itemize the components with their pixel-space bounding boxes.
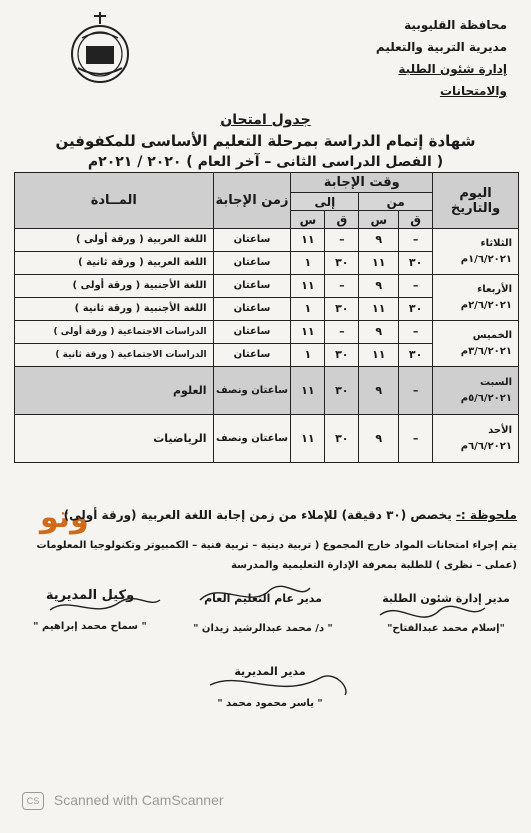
subject: الرياضيات (15, 415, 214, 463)
header-from-hour: س (359, 211, 399, 229)
signature-role: مدير المديرية (234, 665, 306, 678)
day-name: الثلاثاء (480, 237, 512, 249)
signature-name: " ياسر محمود محمد " (217, 698, 323, 709)
duration: ساعتان (213, 298, 291, 321)
duration: ساعتان (213, 275, 291, 298)
note-line-2: يتم إجراء امتحانات المواد خارج المجموع ( تربية دينية – تربية فنية – الكمبيوتر وتكنولوجيا المعلومات (36, 540, 517, 551)
duration: ساعتان ونصف (213, 367, 291, 415)
governorate-name: محافظة القليوبية (404, 18, 507, 32)
subject: الدراسات الاجتماعية ( ورقة ثانية ) (15, 344, 214, 367)
from-minute: ٣٠ (399, 298, 433, 321)
duration: ساعتان ونصف (213, 415, 291, 463)
title-line-1: جدول امتحان (220, 112, 311, 128)
header-from-min: ق (399, 211, 433, 229)
to-hour: ١١ (291, 415, 325, 463)
from-minute: – (399, 229, 433, 252)
to-minute: ٣٠ (325, 298, 359, 321)
signature-name: " سماح محمد إبراهيم " (33, 621, 147, 632)
from-hour: ١١ (359, 344, 399, 367)
directorate-name: مديرية التربية والتعليم (375, 40, 507, 54)
to-hour: ١ (291, 298, 325, 321)
day-date: ٦/٦/٢٠٢١م (460, 440, 512, 452)
header-day-date: اليوم والتاريخ (433, 173, 519, 229)
day-date: ٥/٦/٢٠٢١م (460, 392, 512, 404)
header-to: إلى (291, 193, 359, 211)
to-hour: ١ (291, 344, 325, 367)
from-hour: ٩ (359, 275, 399, 298)
from-minute: ٣٠ (399, 344, 433, 367)
site-watermark: وتو (40, 500, 89, 535)
subject: اللغة الأجنبية ( ورقة أولى ) (15, 275, 214, 298)
day-name: الأربعاء (477, 283, 512, 295)
ministry-logo-icon (38, 10, 158, 90)
day-date: ١/٦/٢٠٢١م (460, 253, 512, 265)
subject: اللغة العربية ( ورقة أولى ) (15, 229, 214, 252)
header-to-hour: س (291, 211, 325, 229)
note-dictation: يخصص (٣٠ دقيقة) للإملاء من زمن إجابة اللغة العربية (ورقة أولى) (63, 508, 452, 522)
from-hour: ٩ (359, 367, 399, 415)
from-minute: – (399, 367, 433, 415)
from-hour: ١١ (359, 298, 399, 321)
duration: ساعتان (213, 321, 291, 344)
from-hour: ٩ (359, 229, 399, 252)
day-cell (433, 229, 519, 275)
to-minute: ٣٠ (325, 252, 359, 275)
signature-name: "إسلام محمد عبدالفتاح" (387, 623, 505, 634)
from-minute: ٣٠ (399, 252, 433, 275)
header-from: من (359, 193, 433, 211)
day-date: ٢/٦/٢٠٢١م (460, 299, 512, 311)
to-minute: – (325, 275, 359, 298)
to-hour: ١١ (291, 275, 325, 298)
subject: الدراسات الاجتماعية ( ورقة أولى ) (15, 321, 214, 344)
from-minute: – (399, 275, 433, 298)
duration: ساعتان (213, 344, 291, 367)
to-hour: ١١ (291, 367, 325, 415)
note-label: ملحوظة :- (455, 508, 517, 522)
signature-role: وكيل المديرية (45, 588, 135, 603)
from-hour: ٩ (359, 321, 399, 344)
from-hour: ٩ (359, 415, 399, 463)
day-cell (433, 367, 519, 415)
document-title (0, 110, 531, 173)
note-line-3: (عملى – نظرى ) للطلبة بمعرفة الإدارة التعليمية والمدرسة (231, 560, 517, 571)
to-hour: ١ (291, 252, 325, 275)
day-name: الأحد (488, 424, 512, 436)
duration: ساعتان (213, 252, 291, 275)
day-name: الخميس (472, 329, 512, 341)
title-line-2: شهادة إتمام الدراسة بمرحلة التعليم الأساسى للمكفوفين (55, 132, 476, 150)
day-cell (433, 321, 519, 367)
day-cell (433, 415, 519, 463)
exam-schedule-table (14, 172, 519, 463)
signature-role: مدير عام التعليم العام (204, 592, 322, 605)
to-hour: ١١ (291, 321, 325, 344)
table-row (15, 229, 519, 252)
to-minute: – (325, 321, 359, 344)
duration: ساعتان (213, 229, 291, 252)
header-subject: المــادة (15, 173, 214, 229)
day-cell (433, 275, 519, 321)
handwritten-signatures (0, 560, 531, 730)
scanner-footer (22, 792, 224, 810)
to-hour: ١١ (291, 229, 325, 252)
directorate-header (337, 14, 507, 102)
subject: اللغة الأجنبية ( ورقة ثانية ) (15, 298, 214, 321)
to-minute: ٣٠ (325, 415, 359, 463)
from-minute: – (399, 415, 433, 463)
from-minute: – (399, 321, 433, 344)
signature-name: " د/ محمد عبدالرشيد زيدان " (193, 623, 333, 634)
camscanner-logo-icon: CS (22, 792, 44, 810)
header-answer-time: وقت الإجابة (291, 173, 433, 193)
subject: اللغة العربية ( ورقة ثانية ) (15, 252, 214, 275)
header-to-min: ق (325, 211, 359, 229)
signature-role: مدير إدارة شئون الطلبة (382, 592, 510, 605)
day-name: السبت (479, 376, 512, 388)
from-hour: ١١ (359, 252, 399, 275)
scanner-text: Scanned with CamScanner (53, 792, 224, 808)
to-minute: – (325, 229, 359, 252)
day-date: ٣/٦/٢٠٢١م (460, 345, 512, 357)
note-first (10, 508, 517, 522)
table-row (15, 367, 519, 415)
table-row (15, 275, 519, 298)
to-minute: ٣٠ (325, 367, 359, 415)
title-line-3: ( الفصل الدراسى الثانى – آخر العام ) ٢٠٢٠ / ٢٠٢١م (87, 154, 444, 170)
subject: العلوم (15, 367, 214, 415)
table-row (15, 321, 519, 344)
department-name: إدارة شئون الطلبة والامتحانات (398, 62, 507, 98)
table-row (15, 415, 519, 463)
to-minute: ٣٠ (325, 344, 359, 367)
header-duration: زمن الإجابة (213, 173, 291, 229)
